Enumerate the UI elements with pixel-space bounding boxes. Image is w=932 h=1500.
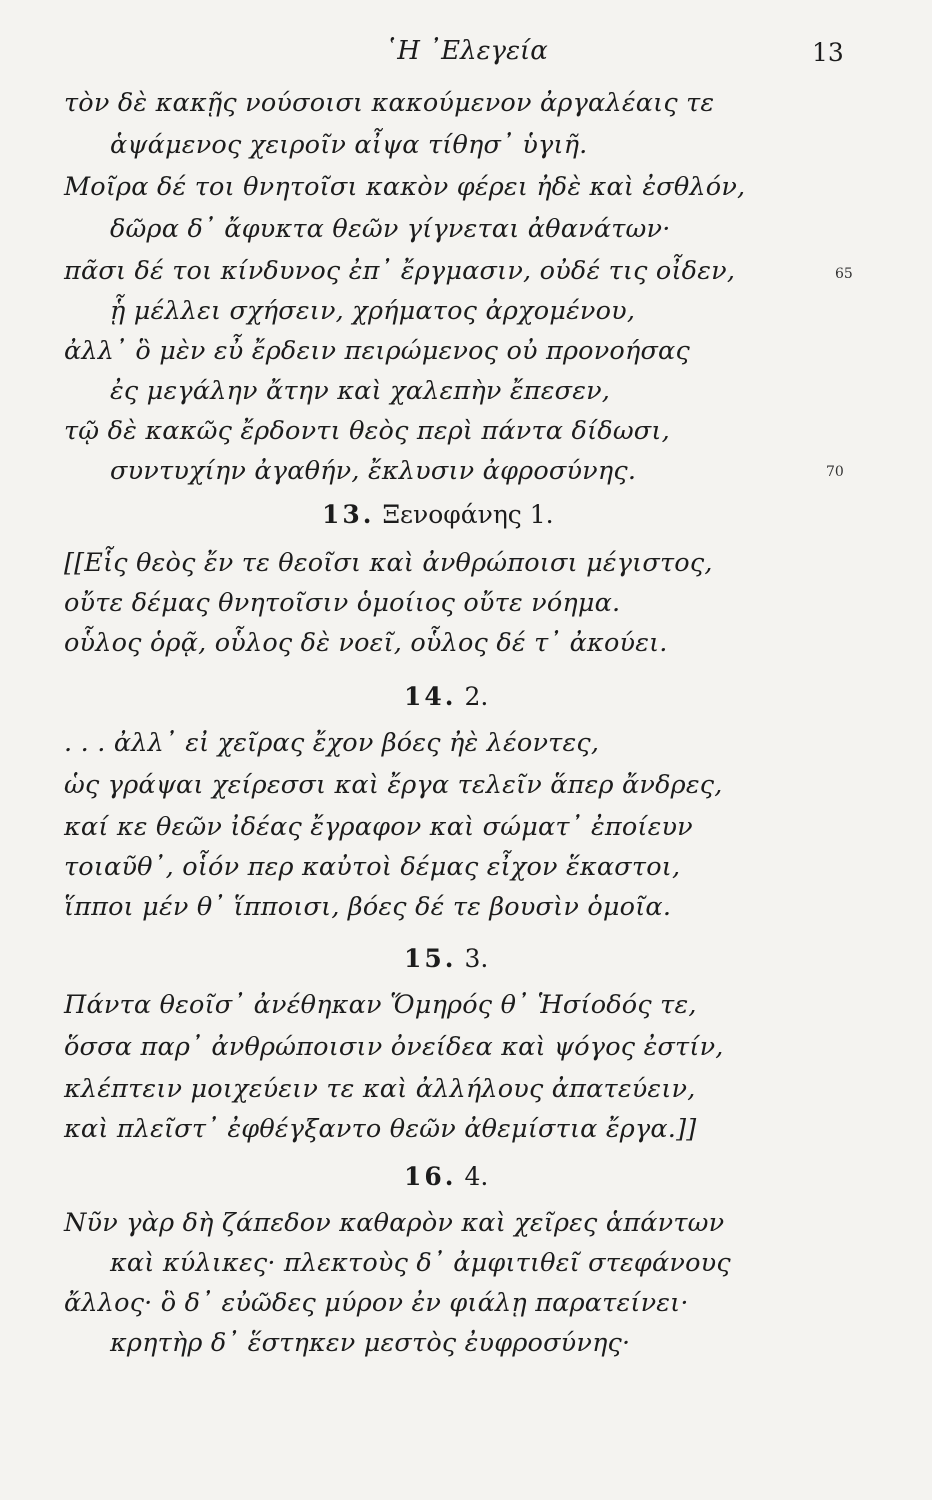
section-subtitle: Ξενοφάνης 1. xyxy=(382,500,554,529)
page-number: 13 xyxy=(812,38,844,67)
verse-line: κρητὴρ δ᾿ ἕστηκεν μεστὸς ἐυφροσύνης· xyxy=(110,1328,631,1358)
verse-line: ἵπποι μέν θ᾿ ἵπποισι, βόες δέ τε βουσὶν ὁμοῖα. xyxy=(64,892,672,922)
section-number: 13. xyxy=(322,500,375,529)
section-subtitle: 3. xyxy=(464,944,489,973)
verse-line: Πάντα θεοῖσ᾿ ἀνέθηκαν Ὅμηρός θ᾿ Ἡσίοδός τε, xyxy=(64,990,697,1020)
verse-line: ᾗ μέλλει σχήσειν, χρήματος ἀρχομένου, xyxy=(110,296,636,326)
verse-line: . . . ἀλλ᾿ εἰ χεῖρας ἔχον βόες ἠὲ λέοντες, xyxy=(64,728,600,758)
verse-line: καὶ κύλικες· πλεκτοὺς δ᾿ ἀμφιτιθεῖ στεφάνους xyxy=(110,1248,731,1278)
verse-line: πᾶσι δέ τοι κίνδυνος ἐπ᾿ ἔργμασιν, οὐδέ τις οἶδεν, xyxy=(64,256,736,286)
section-number: 14. xyxy=(404,682,457,711)
section-subtitle: 4. xyxy=(464,1162,489,1191)
verse-line: ἄλλος· ὃ δ᾿ εὐῶδες μύρον ἐν φιάλῃ παρατείνει· xyxy=(64,1288,689,1318)
verse-line: ἁψάμενος χειροῖν αἶψα τίθησ᾿ ὑγιῆ. xyxy=(110,130,588,160)
verse-line: ἐς μεγάλην ἄτην καὶ χαλεπὴν ἔπεσεν, xyxy=(110,376,611,406)
section-heading xyxy=(404,682,488,711)
verse-line: συντυχίην ἀγαθήν, ἔκλυσιν ἀφροσύνης. xyxy=(110,456,637,486)
section-heading xyxy=(404,1162,488,1191)
verse-line: Μοῖρα δέ τοι θνητοῖσι κακὸν φέρει ἠδὲ καὶ ἐσθλόν, xyxy=(64,172,746,202)
section-heading xyxy=(404,944,488,973)
line-number: 70 xyxy=(826,464,844,480)
verse-line: δῶρα δ᾿ ἄφυκτα θεῶν γίγνεται ἀθανάτων· xyxy=(110,214,671,244)
verse-line: τὸν δὲ κακῇς νούσοισι κακούμενον ἀργαλέαις τε xyxy=(64,88,715,118)
verse-line: οὗλος ὁρᾷ, οὗλος δὲ νοεῖ, οὗλος δέ τ᾿ ἀκούει. xyxy=(64,628,668,658)
section-heading xyxy=(322,500,554,529)
section-number: 16. xyxy=(404,1162,457,1191)
verse-line: ὡς γράψαι χείρεσσι καὶ ἔργα τελεῖν ἅπερ ἄνδρες, xyxy=(64,770,723,800)
verse-line: ἀλλ᾿ ὃ μὲν εὖ ἔρδειν πειρώμενος οὐ προνοήσας xyxy=(64,336,690,366)
verse-line: καὶ πλεῖστ᾿ ἐφθέγξαντο θεῶν ἀθεμίστια ἔργα.]] xyxy=(64,1114,697,1144)
verse-line: κλέπτειν μοιχεύειν τε καὶ ἀλλήλους ἀπατεύειν, xyxy=(64,1074,696,1104)
verse-line: καί κε θεῶν ἰδέας ἔγραφον καὶ σώματ᾿ ἐποίευν xyxy=(64,812,693,842)
verse-line: ὅσσα παρ᾿ ἀνθρώποισιν ὀνείδεα καὶ ψόγος ἐστίν, xyxy=(64,1032,724,1062)
verse-line: [[Εἷς θεὸς ἔν τε θεοῖσι καὶ ἀνθρώποισι μέγιστος, xyxy=(64,548,713,578)
verse-line: Νῦν γὰρ δὴ ζάπεδον καθαρὸν καὶ χεῖρες ἁπάντων xyxy=(64,1208,725,1238)
line-number: 65 xyxy=(835,266,853,282)
verse-line: οὔτε δέμας θνητοῖσιν ὁμοίιος οὔτε νόημα. xyxy=(64,588,621,618)
verse-line: τοιαῦθ᾿, οἷόν περ καὐτοὶ δέμας εἶχον ἕκαστοι, xyxy=(64,852,681,882)
running-head: ῾Η ᾿Ελεγεία xyxy=(384,36,548,66)
section-number: 15. xyxy=(404,944,457,973)
verse-line: τῷ δὲ κακῶς ἔρδοντι θεὸς περὶ πάντα δίδωσι, xyxy=(64,416,670,446)
section-subtitle: 2. xyxy=(464,682,489,711)
